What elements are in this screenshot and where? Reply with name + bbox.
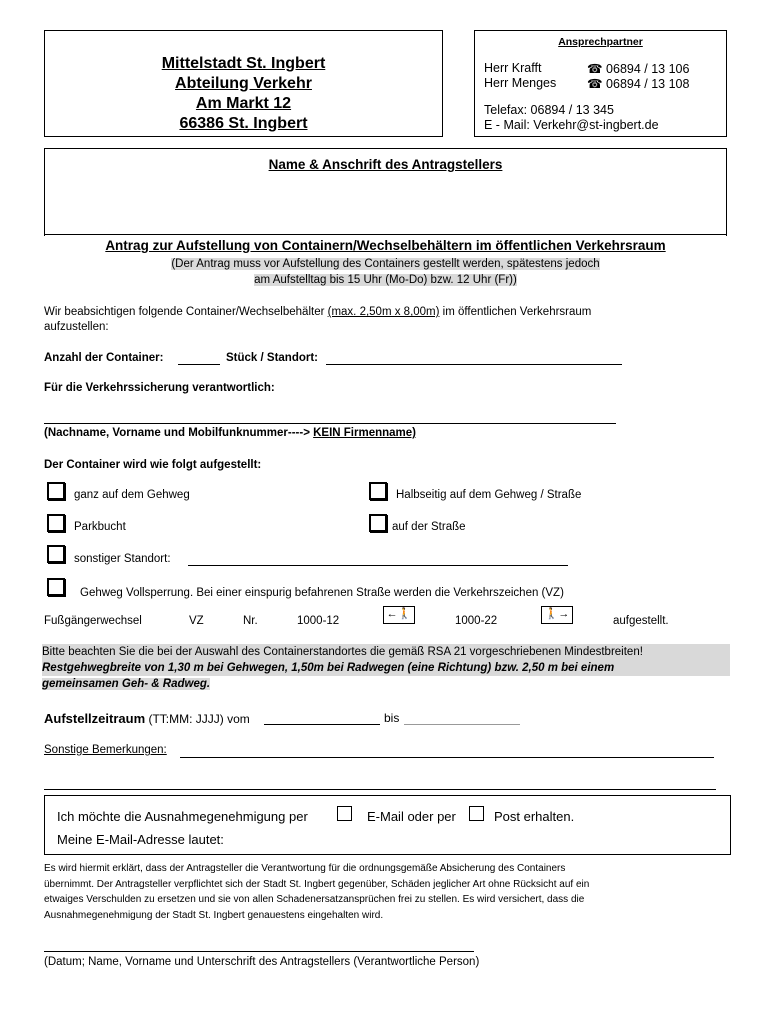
declaration-line-3: etwaiges Verschulden zu ersetzen und sie von allen Schadenersatzansprüchen frei zu stellen. Es wird versichert, dass die [44, 894, 585, 905]
intro-line-2: aufzustellen: [44, 321, 109, 333]
container-count-label: Anzahl der Container: [44, 352, 164, 364]
intro-text-1: Wir beabsichtigen folgende Container/Wechselbehälter [44, 306, 328, 318]
authority-name: Mittelstadt St. Ingbert [161, 55, 326, 72]
checkbox-closure[interactable] [47, 578, 65, 596]
checkbox-street[interactable] [369, 514, 387, 532]
remarks-field-1[interactable] [180, 757, 714, 758]
contact-title: Ansprechpartner [558, 36, 643, 48]
signature-label: (Datum; Name, Vorname und Unterschrift des Antragstellers (Verantwortliche Person) [44, 956, 480, 968]
location-label: Stück / Standort: [226, 352, 319, 364]
width-notice-line-1: Bitte beachten Sie die bei der Auswahl des Containerstandortes die gemäß RSA 21 vorgeschriebenen Mindestbreiten! [42, 644, 730, 660]
authority-street: Am Markt 12 [195, 95, 292, 112]
declaration [44, 861, 730, 923]
location-field[interactable] [326, 364, 622, 365]
checkbox-email[interactable] [337, 806, 352, 821]
sign-number-2: 1000-22 [455, 615, 498, 627]
signs-text-a: Fußgängerwechsel [44, 615, 142, 627]
delivery-box [44, 795, 731, 855]
declaration-line-4: Ausnahmegenehmigung der Stadt St. Ingbert genauestens eingehalten wird. [44, 909, 384, 921]
checkbox-post[interactable] [469, 806, 484, 821]
delivery-option-2: E-Mail oder per [367, 809, 456, 824]
max-size: (max. 2,50m x 8,00m) [327, 306, 440, 318]
period-row [44, 711, 250, 726]
declaration-line-2: übernimmt. Der Antragsteller verpflichtet sich der Stadt St. Ingbert gegenüber, Schäden jeglicher Art ohne Rücksicht auf ein [44, 878, 590, 890]
contact-fax: Telefax: 06894 / 13 345 [484, 103, 614, 117]
applicant-box-bottom [44, 234, 727, 235]
option-sidewalk-label: ganz auf dem Gehweg [74, 489, 190, 501]
deadline-note-line-1: (Der Antrag muss vor Aufstellung des Containers gestellt werden, spätestens jedoch [171, 258, 600, 270]
checkbox-parking[interactable] [47, 514, 65, 532]
pedestrian-left-sign-icon: ←🚶 [383, 606, 415, 624]
delivery-option-3: Post erhalten. [494, 809, 575, 824]
contact-person-2-name: Herr Menges [484, 76, 557, 90]
signs-text-b: VZ [189, 615, 204, 627]
option-street-label: auf der Straße [392, 521, 466, 533]
checkbox-other[interactable] [47, 545, 65, 563]
authority-address-box [44, 30, 443, 137]
delivery-option-1: Ich möchte die Ausnahmegenehmigung per [57, 809, 308, 824]
contact-box [474, 30, 727, 137]
signs-text-c: Nr. [243, 615, 258, 627]
width-notice-line-3: gemeinsamen Geh- & Radweg. [42, 678, 211, 690]
form-title: Antrag zur Aufstellung von Containern/Wechselbehältern im öffentlichen Verkehrsraum [105, 238, 666, 253]
no-company-note: KEIN Firmenname) [313, 427, 416, 439]
email-address-label: Meine E-Mail-Adresse lautet: [57, 832, 224, 847]
width-notice-line-2: Restgehwegbreite von 1,30 m bei Gehwegen, 1,50m bei Radwegen (eine Richtung) bzw. 2,50 m bei einem [42, 660, 730, 676]
other-location-field[interactable] [188, 565, 568, 566]
pedestrian-right-sign-icon: 🚶→ [541, 606, 573, 624]
authority-department: Abteilung Verkehr [175, 75, 312, 92]
checkbox-half[interactable] [369, 482, 387, 500]
responsible-label: Für die Verkehrssicherung verantwortlich: [44, 382, 275, 394]
intro-text-2: im öffentlichen Verkehrsraum [439, 306, 592, 318]
responsible-field[interactable] [44, 423, 616, 424]
period-from-field[interactable] [264, 724, 380, 725]
responsible-hint-text: (Nachname, Vorname und Mobilfunknummer----> [44, 427, 314, 439]
width-notice [42, 644, 730, 692]
remarks-label: Sonstige Bemerkungen: [44, 744, 167, 756]
option-other-label: sonstiger Standort: [74, 553, 171, 565]
signature-field[interactable] [44, 951, 474, 952]
declaration-line-1: Es wird hiermit erklärt, dass der Antragsteller die Verantwortung für die ordnungsgemäße Absicherung des Containers [44, 863, 566, 874]
contact-person-1-phone: ☎ 06894 / 13 106 [587, 62, 690, 76]
checkbox-sidewalk[interactable] [47, 482, 65, 500]
option-closure-label: Gehweg Vollsperrung. Bei einer einspurig befahrenen Straße werden die Verkehrszeichen (VZ) [80, 587, 564, 599]
period-format: (TT:MM: JJJJ) vom [145, 712, 250, 726]
signs-text-f: aufgestellt. [613, 615, 669, 627]
contact-person-2-phone: ☎ 06894 / 13 108 [587, 77, 690, 91]
period-to-field[interactable] [404, 724, 520, 725]
period-to-label: bis [384, 711, 400, 725]
applicant-box[interactable] [44, 148, 727, 236]
option-parking-label: Parkbucht [74, 521, 126, 533]
option-half-label: Halbseitig auf dem Gehweg / Straße [396, 489, 582, 501]
deadline-note [44, 256, 727, 288]
period-label: Aufstellzeitraum [44, 711, 146, 726]
applicant-box-title: Name & Anschrift des Antragstellers [268, 157, 503, 172]
remarks-field-2[interactable] [44, 789, 716, 790]
width-notice-line-3-wrap [42, 676, 730, 692]
container-count-field[interactable] [178, 364, 220, 365]
deadline-note-line-2: am Aufstelltag bis 15 Uhr (Mo-Do) bzw. 12 Uhr (Fr)) [254, 274, 517, 286]
authority-address [45, 54, 442, 134]
contact-email: E - Mail: Verkehr@st-ingbert.de [484, 118, 659, 132]
sign-number-1: 1000-12 [297, 615, 340, 627]
placement-label: Der Container wird wie folgt aufgestellt: [44, 459, 262, 471]
responsible-hint [44, 427, 416, 439]
contact-person-1-name: Herr Krafft [484, 61, 542, 75]
authority-city: 66386 St. Ingbert [179, 115, 308, 132]
intro-line-1 [44, 306, 591, 318]
